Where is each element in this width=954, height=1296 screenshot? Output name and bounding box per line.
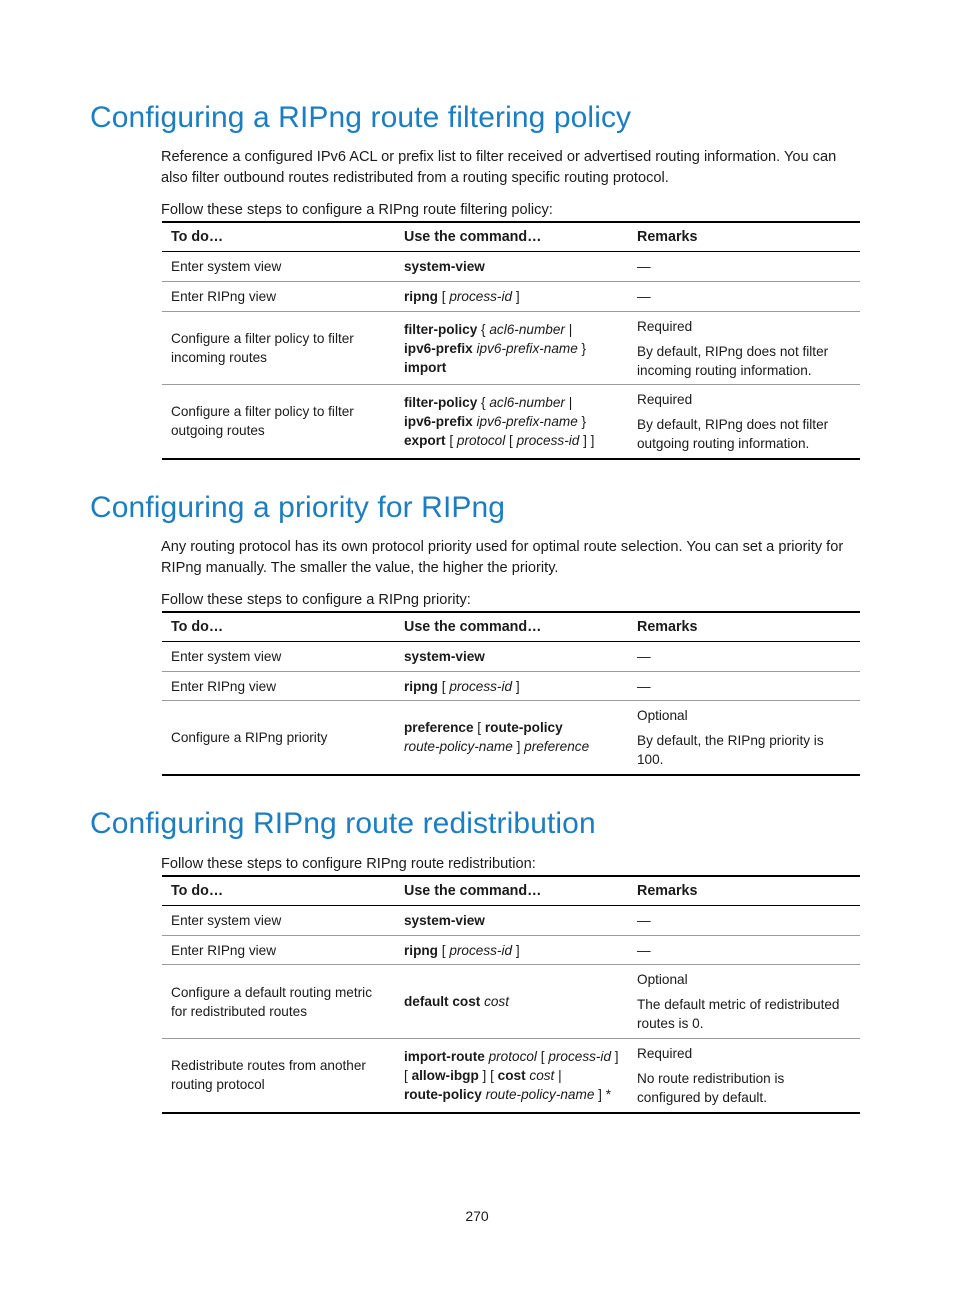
todo-cell: Enter RIPng view (162, 282, 395, 312)
col-header-todo: To do… (162, 222, 395, 252)
table-row (162, 312, 860, 385)
table-row (162, 1039, 860, 1113)
table-header-row (162, 876, 860, 906)
table-lead-text: Follow these steps to configure a RIPng priority: (161, 592, 471, 608)
command-cell: default cost cost (395, 965, 628, 1039)
todo-cell: Enter RIPng view (162, 672, 395, 701)
remarks-cell: — (637, 649, 651, 664)
todo-cell: Configure a filter policy to filter outgoing routes (162, 385, 395, 459)
todo-cell: Enter system view (171, 259, 282, 274)
section-title-filtering-policy: Configuring a RIPng route filtering policy (90, 101, 632, 134)
col-header-command: Use the command… (395, 612, 628, 642)
section-intro: Reference a configured IPv6 ACL or prefix list to filter received or advertised routing information. You can also filter outbound routes redistributed from a routing specific routing protocol. (161, 149, 837, 186)
page-number: 270 (465, 1208, 489, 1224)
table-row (162, 672, 860, 701)
todo-cell: Configure a default routing metric for redistributed routes (162, 965, 395, 1039)
command-cell: system-view (404, 913, 485, 928)
table-lead-text: Follow these steps to configure RIPng route redistribution: (161, 856, 536, 872)
col-header-command: Use the command… (395, 222, 628, 252)
section-title-redistribution: Configuring RIPng route redistribution (90, 807, 596, 840)
command-cell: system-view (404, 649, 485, 664)
table-row (162, 252, 860, 282)
todo-cell: Redistribute routes from another routing protocol (162, 1039, 395, 1113)
filtering-policy-table (162, 221, 860, 460)
todo-cell: Enter system view (171, 649, 282, 664)
table-row (162, 385, 860, 459)
table-header-row (162, 222, 860, 252)
command-cell: filter-policy { acl6-number | ipv6-prefix ipv6-prefix-name } import (395, 312, 628, 385)
col-header-remarks: Remarks (628, 612, 860, 642)
remarks-cell: Optional The default metric of redistributed routes is 0. (628, 965, 860, 1039)
redistribution-table (162, 875, 860, 1114)
priority-table (162, 611, 860, 776)
col-header-remarks: Remarks (628, 222, 860, 252)
remarks-cell: — (628, 936, 860, 965)
todo-cell: Enter system view (171, 913, 282, 928)
table-header-row (162, 612, 860, 642)
col-header-remarks: Remarks (628, 876, 860, 906)
remarks-cell: Required No route redistribution is configured by default. (628, 1039, 860, 1113)
command-cell: ripng [ process-id ] (395, 282, 628, 312)
remarks-cell: — (628, 672, 860, 701)
command-cell: import-route protocol [ process-id ] [ allow-ibgp ] [ cost cost | route-policy route-policy-name ] * (395, 1039, 628, 1113)
remarks-cell: Optional By default, the RIPng priority is 100. (628, 701, 860, 775)
col-header-todo: To do… (162, 612, 395, 642)
table-row (162, 906, 860, 936)
todo-cell: Enter RIPng view (162, 936, 395, 965)
todo-cell: Configure a RIPng priority (162, 701, 395, 775)
section-intro: Any routing protocol has its own protocol priority used for optimal route selection. You can set a priority for RIPng manually. The smaller the value, the higher the priority. (161, 539, 844, 576)
command-cell: preference [ route-policy route-policy-name ] preference (395, 701, 628, 775)
table-row (162, 936, 860, 965)
todo-cell: Configure a filter policy to filter incoming routes (162, 312, 395, 385)
table-row (162, 701, 860, 775)
remarks-cell: Required By default, RIPng does not filter incoming routing information. (628, 312, 860, 385)
command-cell: system-view (404, 259, 485, 274)
command-cell: filter-policy { acl6-number | ipv6-prefix ipv6-prefix-name } export [ protocol [ process-id ] ] (395, 385, 628, 459)
command-cell: ripng [ process-id ] (395, 672, 628, 701)
col-header-todo: To do… (162, 876, 395, 906)
table-row (162, 642, 860, 672)
table-row (162, 965, 860, 1039)
command-cell: ripng [ process-id ] (395, 936, 628, 965)
remarks-cell: — (628, 282, 860, 312)
remarks-cell: Required By default, RIPng does not filter outgoing routing information. (628, 385, 860, 459)
section-title-priority: Configuring a priority for RIPng (90, 491, 506, 524)
col-header-command: Use the command… (395, 876, 628, 906)
table-lead-text: Follow these steps to configure a RIPng route filtering policy: (161, 202, 553, 218)
remarks-cell: — (637, 913, 651, 928)
remarks-cell: — (637, 259, 651, 274)
table-row (162, 282, 860, 312)
